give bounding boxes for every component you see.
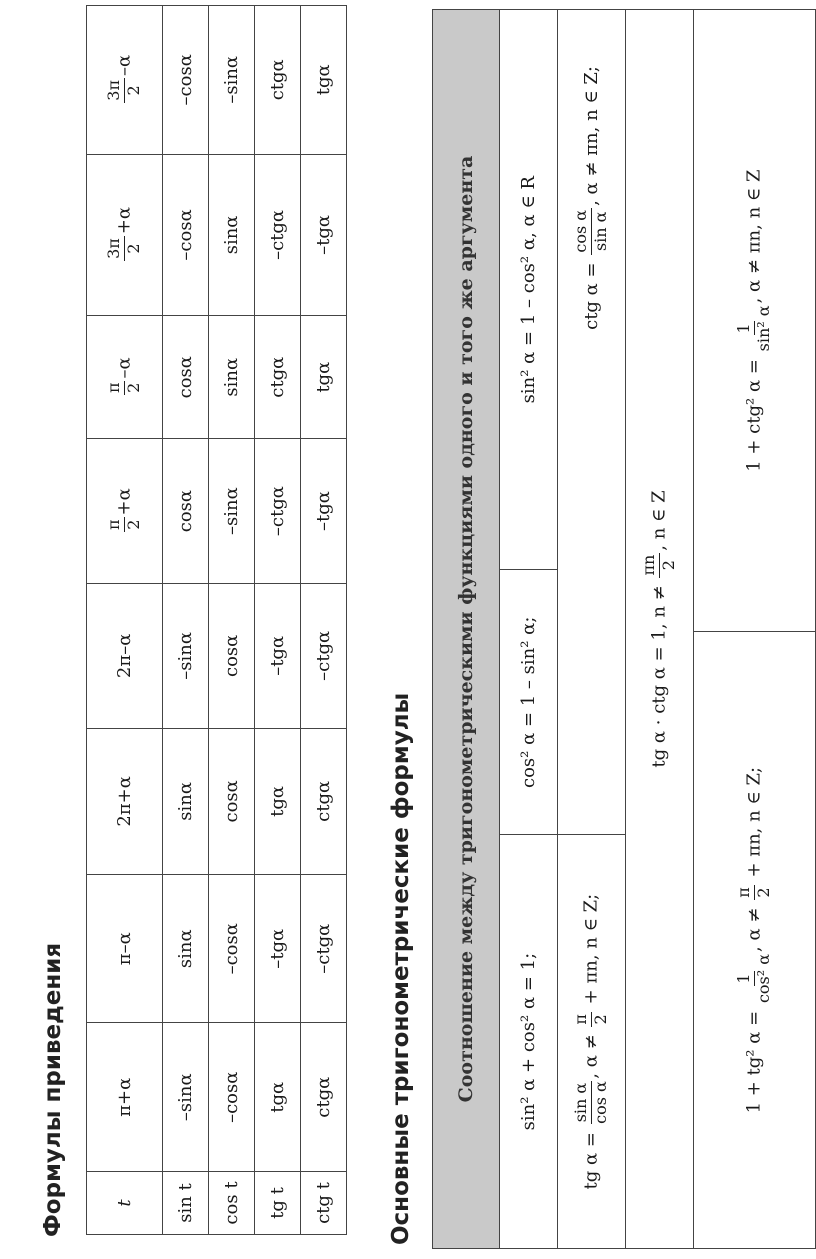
formula-part: 1 + ctg² α = [743,359,765,472]
table-cell: –cosα [209,875,255,1024]
reduction-table [86,5,347,1235]
fraction [573,208,610,255]
formula-part: tg α = [580,1132,602,1190]
header-col: 2π–α [87,583,163,728]
fraction-num: cos α [571,209,591,253]
header-col: π+α [87,1023,163,1172]
table-cell: –ctgα [301,875,347,1024]
table-cell: ctgα [301,728,347,874]
table-row [694,10,816,1249]
fraction-num: 3π [104,238,124,259]
formula-part: , α ≠ πn, n ∈ Z [743,169,765,304]
formula-cell [694,632,816,1249]
relations-header: Соотношение между тригонометрическими функциями одного и того же аргумента [433,10,500,1249]
fraction [106,517,143,532]
fraction [106,381,143,396]
table-cell: tgα [255,1023,301,1172]
row-label: ctg t [301,1172,347,1235]
table-row [500,10,558,1249]
fraction-num: πn [639,554,659,576]
table-cell: sinα [209,316,255,439]
row-label: tg t [255,1172,301,1235]
table-cell: –sinα [209,6,255,155]
formula-cell: cos² α = 1 – sin² α; [500,570,558,835]
header-suffix: +α [113,488,135,516]
table-cell: –tgα [255,583,301,728]
table-cell: –tgα [301,154,347,316]
table-cell: –cosα [163,154,209,316]
reduction-title: Формулы приведения [40,942,66,1237]
table-cell: –tgα [301,439,347,584]
formula-cell: sin² α = 1 – cos² α, α ∈ R [500,10,558,570]
formula-part: ctg α = [581,262,602,330]
relations-title: Основные тригонометрические формулы [388,692,414,1245]
table-cell: –cosα [209,1023,255,1172]
table-cell: –sinα [163,583,209,728]
formula-cell [558,835,626,1249]
fraction-den: 2 [591,1014,610,1025]
table-row [255,6,301,1235]
table-cell: tgα [301,316,347,439]
fraction [106,78,143,103]
formula-part: , α ≠ πn, n ∈ Z; [581,66,602,206]
table-row [301,6,347,1235]
table-cell: sinα [163,728,209,874]
table-cell: –ctgα [255,439,301,584]
row-label: cos t [209,1172,255,1235]
fraction-den: 2 [754,887,773,898]
fraction [641,553,678,578]
header-col [87,316,163,439]
formula-part: tg α · ctg α = 1, n ≠ [648,585,670,768]
fraction-den: 2 [124,382,143,393]
table-cell: –ctgα [255,154,301,316]
table-row [163,6,209,1235]
header-suffix: –α [113,357,135,379]
fraction [573,1081,610,1125]
table-cell: –ctgα [301,583,347,728]
table-cell: tgα [255,728,301,874]
fraction-den: 2 [124,519,143,530]
table-row [558,10,626,1249]
header-arg: t [87,1172,163,1235]
header-col: 2π+α [87,728,163,874]
header-col [87,6,163,155]
header-suffix: +α [113,206,135,235]
table-cell: cosα [209,728,255,874]
fraction [736,305,773,351]
table-cell: ctgα [255,316,301,439]
table-cell: sinα [209,154,255,316]
table-cell: –tgα [255,875,301,1024]
formula-cell: sin² α + cos² α = 1; [500,835,558,1249]
fraction [573,1012,610,1027]
formula-part: + πn, n ∈ Z; [580,893,602,1005]
fraction [106,236,143,261]
table-cell: cosα [163,439,209,584]
fraction-den: cos² α [754,953,773,1004]
formula-cell [558,10,626,835]
table-cell: –cosα [163,6,209,155]
fraction-den: cos α [591,1081,610,1124]
fraction-den: 2 [124,243,143,254]
fraction-num: 3π [104,80,124,101]
fraction-num: sin α [571,1082,591,1123]
header-col [87,154,163,316]
fraction-num: π [104,519,124,530]
header-col: π–α [87,875,163,1024]
table-cell: ctgα [255,6,301,155]
formula-part: , α ≠ [580,1034,602,1079]
reduction-header-row [87,6,163,1235]
table-cell: tgα [301,6,347,155]
fraction-den: 2 [124,85,143,96]
table-cell: cosα [163,316,209,439]
fraction [736,885,773,900]
fraction-num: π [571,1014,591,1025]
formula-part: + πn, n ∈ Z; [743,766,765,878]
fraction-num: π [734,887,754,898]
table-cell: sinα [163,875,209,1024]
table-row [209,6,255,1235]
table-cell: ctgα [301,1023,347,1172]
formula-part: , n ∈ Z [648,490,670,551]
fraction-den: sin α [591,211,610,252]
relations-table [432,9,816,1249]
fraction-den: sin² α [754,305,773,352]
formula-part: 1 + tg² α = [743,1010,765,1114]
header-col [87,439,163,584]
row-label: sin t [163,1172,209,1235]
fraction [736,954,773,1003]
fraction-num: 1 [734,323,754,334]
fraction-num: 1 [734,973,754,984]
fraction-den: 2 [659,560,678,571]
table-cell: –sinα [209,439,255,584]
table-cell: –sinα [163,1023,209,1172]
formula-cell [694,10,816,632]
fraction-num: π [104,382,124,394]
formula-part: , α ≠ [743,907,765,952]
table-cell: cosα [209,583,255,728]
formula-cell [626,10,694,1249]
header-suffix: –α [113,54,135,77]
table-row [626,10,694,1249]
relations-header-row [433,10,500,1249]
